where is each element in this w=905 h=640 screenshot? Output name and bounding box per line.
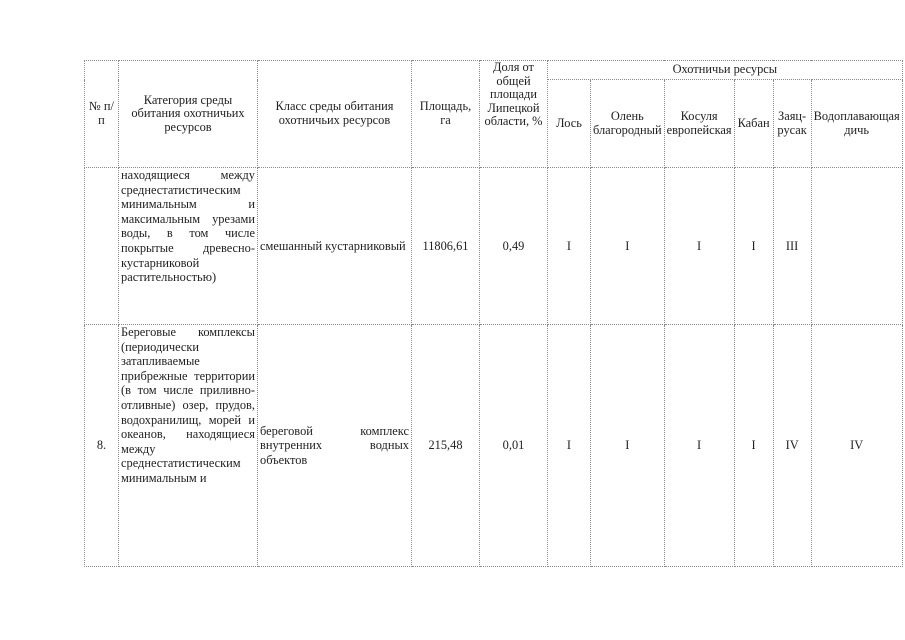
row-share: 0,49 — [480, 168, 548, 325]
row-resource-red-deer: I — [591, 168, 665, 325]
header-resource-hare: Заяц-русак — [773, 80, 811, 168]
row-resource-hare: IV — [773, 325, 811, 567]
table-row — [85, 325, 903, 567]
row-resource-roe-deer: I — [664, 168, 734, 325]
row-resource-boar: I — [734, 168, 773, 325]
header-row-1 — [85, 61, 903, 80]
row-resource-waterfowl — [811, 168, 902, 325]
row-area: 11806,61 — [412, 168, 480, 325]
row-resource-hare: III — [773, 168, 811, 325]
row-category: Береговые комплексы (периодически затапливаемые прибрежные территории (в том числе приливно-отливные) озер, прудов, водохранилищ, морей и океанов, находящиеся между среднестатистическим минимальным и — [119, 325, 258, 567]
header-resource-roe-deer: Косуля европейская — [664, 80, 734, 168]
header-num: № п/п — [85, 61, 119, 168]
header-share: Доля от общей площади Липецкой области, % — [480, 61, 548, 168]
header-resource-red-deer: Олень благородный — [591, 80, 665, 168]
hunting-resources-table — [84, 60, 903, 567]
row-class: береговой комплекс внутренних водных объектов — [258, 325, 412, 567]
row-share: 0,01 — [480, 325, 548, 567]
row-resource-waterfowl: IV — [811, 325, 902, 567]
header-resource-elk: Лось — [548, 80, 591, 168]
row-category: находящиеся между среднестатистическим минимальным и максимальным урезами воды, в том числе покрытые древесно-кустарниковой растительностью) — [119, 168, 258, 325]
row-num: 8. — [85, 325, 119, 567]
row-resource-elk: I — [548, 325, 591, 567]
row-num — [85, 168, 119, 325]
row-resource-boar: I — [734, 325, 773, 567]
header-category: Категория среды обитания охотничьих ресурсов — [119, 61, 258, 168]
header-resource-boar: Кабан — [734, 80, 773, 168]
row-class: смешанный кустарниковый — [258, 168, 412, 325]
row-area: 215,48 — [412, 325, 480, 567]
header-resource-waterfowl: Водоплавающая дичь — [811, 80, 902, 168]
header-resources-group: Охотничьи ресурсы — [548, 61, 903, 80]
header-class: Класс среды обитания охотничьих ресурсов — [258, 61, 412, 168]
row-resource-roe-deer: I — [664, 325, 734, 567]
table-row — [85, 168, 903, 325]
row-resource-red-deer: I — [591, 325, 665, 567]
row-resource-elk: I — [548, 168, 591, 325]
header-area: Площадь, га — [412, 61, 480, 168]
